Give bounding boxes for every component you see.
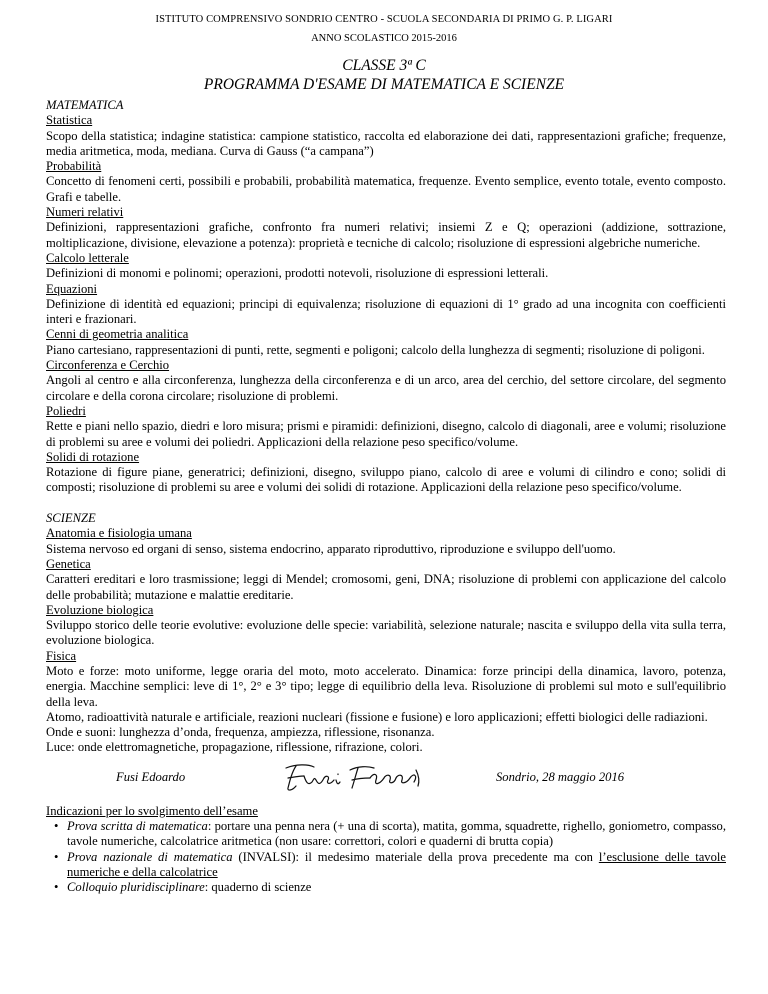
topic-title: Statistica — [46, 113, 93, 128]
fisica-paragraph: Luce: onde elettromagnetiche, propagazione, riflessione, rifrazione, colori. — [46, 740, 423, 755]
topic-title: Probabilità — [46, 159, 102, 174]
topic-text: Definizione di identità ed equazioni; principi di equivalenza; risoluzione di equazioni di 1° grado ad una incognita con coefficienti interi e frazionari. — [46, 296, 726, 327]
school-year: ANNO SCOLASTICO 2015-2016 — [311, 33, 457, 44]
fisica-paragraph: Moto e forze: moto uniforme, legge oraria del moto, moto accelerato. Dinamica: forze principi della dinamica, lavoro, potenza, energia. Macchine semplici: leve di 1°, 2° e 3° tipo; legge di equilibrio della leva. Risoluzione di problemi sul moto e sull'equilibrio della leva. — [46, 663, 726, 709]
list-item — [56, 819, 726, 850]
topic-title-fisica: Fisica — [46, 648, 77, 663]
topic-text: Piano cartesiano, rappresentazioni di punti, rette, segmenti e poligoni; calcolo della lunghezza di segmenti; risoluzione di poligoni. — [46, 342, 705, 357]
program-title: PROGRAMMA D'ESAME DI MATEMATICA E SCIENZE — [203, 76, 565, 93]
note-label: Prova nazionale di matematica — [67, 849, 233, 864]
topic-title: Poliedri — [46, 403, 86, 418]
note-text-underlined: l’esclusione delle tavole numeriche e della calcolatrice — [67, 849, 726, 879]
topic-text: Rette e piani nello spazio, diedri e loro misura; prismi e piramidi: definizioni, disegno, calcolo di diagonali, aree e volumi; risoluzione di problemi su aree e volumi dei poliedri. Applicazioni della relazione peso specifico/volume. — [46, 419, 726, 449]
topic-title: Circonferenza e Cerchio — [46, 358, 170, 373]
topic-text: Sistema nervoso ed organi di senso, sistema endocrino, apparato riproduttivo, riproduzione e sviluppo dell'uomo. — [46, 541, 616, 556]
topic-text: Angoli al centro e alla circonferenza, lunghezza della circonferenza e di un arco, area del cerchio, del settore circolare, del segmento circolare e della corona circolare; risoluzione di problemi. — [46, 373, 726, 403]
notes-title: Indicazioni per lo svolgimento dell’esame — [46, 803, 258, 818]
note-text: : quaderno di scienze — [204, 880, 312, 895]
topic-text: Scopo della statistica; indagine statistica: campione statistico, raccolta ed elaborazione dei dati, rappresentazioni grafiche; frequenze, media aritmetica, moda, mediana. Curva di Gauss (“a campana”) — [46, 128, 726, 158]
place-date: Sondrio, 28 maggio 2016 — [496, 769, 625, 784]
topic-title: Evoluzione biologica — [46, 602, 154, 617]
school-name: ISTITUTO COMPRENSIVO SONDRIO CENTRO - SCUOLA SECONDARIA DI PRIMO G. P. LIGARI — [155, 14, 613, 25]
topic-title: Calcolo letterale — [46, 250, 129, 265]
note-label: Prova scritta di matematica — [67, 819, 208, 834]
topic-title: Numeri relativi — [46, 205, 124, 220]
note-text: : portare una penna nera (+ una di scorta), matita, gomma, squadrette, righello, goniometro, compasso, tavole numeriche, calcolatrice aritmetica (non usare: correttori, colori e quaderni di brutta copia) — [67, 819, 726, 849]
section-spacer — [46, 496, 726, 511]
bullet-icon: • — [54, 819, 59, 834]
bullet-icon: • — [54, 849, 59, 864]
note-text: (INVALSI): il medesimo materiale della prova precedente ma con — [232, 849, 599, 864]
class-title: CLASSE 3ª C — [342, 57, 426, 74]
program-content — [46, 98, 726, 896]
topic-text: Concetto di fenomeni certi, possibili e probabili, probabilità matematica, frequenze. Evento semplice, evento totale, evento composto. Grafi e tabelle. — [46, 174, 726, 204]
topic-text: Rotazione di figure piane, generatrici; definizioni, disegno, sviluppo piano, calcolo di aree e volumi di cilindro e cono; solidi di composti; risoluzione di problemi su aree e volumi dei solidi di rotazione. Applicazioni della relazione peso specifico/volume. — [46, 465, 726, 495]
topic-title: Equazioni — [46, 281, 98, 296]
topic-text: Sviluppo storico delle teorie evolutive: evoluzione delle specie: variabilità, selezione naturale; nascita e sviluppo della vita sulla terra, evoluzione biologica. — [46, 618, 726, 648]
fisica-paragraph: Atomo, radioattività naturale e artificiale, reazioni nucleari (fissione e fusione) e loro applicazioni; effetti biologici delle radiazioni. — [46, 709, 708, 724]
bullet-icon: • — [54, 880, 59, 895]
section-heading-matematica: MATEMATICA — [46, 98, 124, 112]
list-item — [56, 880, 726, 895]
notes-list — [46, 819, 726, 895]
list-item — [56, 850, 726, 881]
teacher-name: Fusi Edoardo — [116, 769, 186, 784]
fisica-paragraph: Onde e suoni: lunghezza d’onda, frequenza, ampiezza, riflessione, risonanza. — [46, 725, 435, 740]
topic-title: Genetica — [46, 556, 91, 571]
topic-text: Definizioni, rappresentazioni grafiche, confronto fra numeri relativi; insiemi Z e Q; operazioni (addizione, sottrazione, moltiplicazione, divisione, elevazione a potenza): proprietà e tecniche di calcolo; risoluzione di espressioni algebriche numeriche. — [46, 220, 726, 250]
topic-title: Cenni di geometria analitica — [46, 327, 189, 342]
handwritten-signature — [278, 760, 428, 794]
topic-title: Anatomia e fisiologia umana — [46, 526, 192, 541]
topic-title: Solidi di rotazione — [46, 449, 140, 464]
topic-text: Definizioni di monomi e polinomi; operazioni, prodotti notevoli, risoluzione di espressioni letterali. — [46, 266, 549, 281]
signature-row — [46, 760, 726, 794]
section-heading-scienze: SCIENZE — [46, 511, 96, 526]
topic-text: Caratteri ereditari e loro trasmissione; leggi di Mendel; cromosomi, geni, DNA; risoluzione di problemi con applicazione del calcolo delle probabilità; mutazione e malattie ereditarie. — [46, 572, 726, 602]
note-label: Colloquio pluridisciplinare — [67, 880, 205, 895]
